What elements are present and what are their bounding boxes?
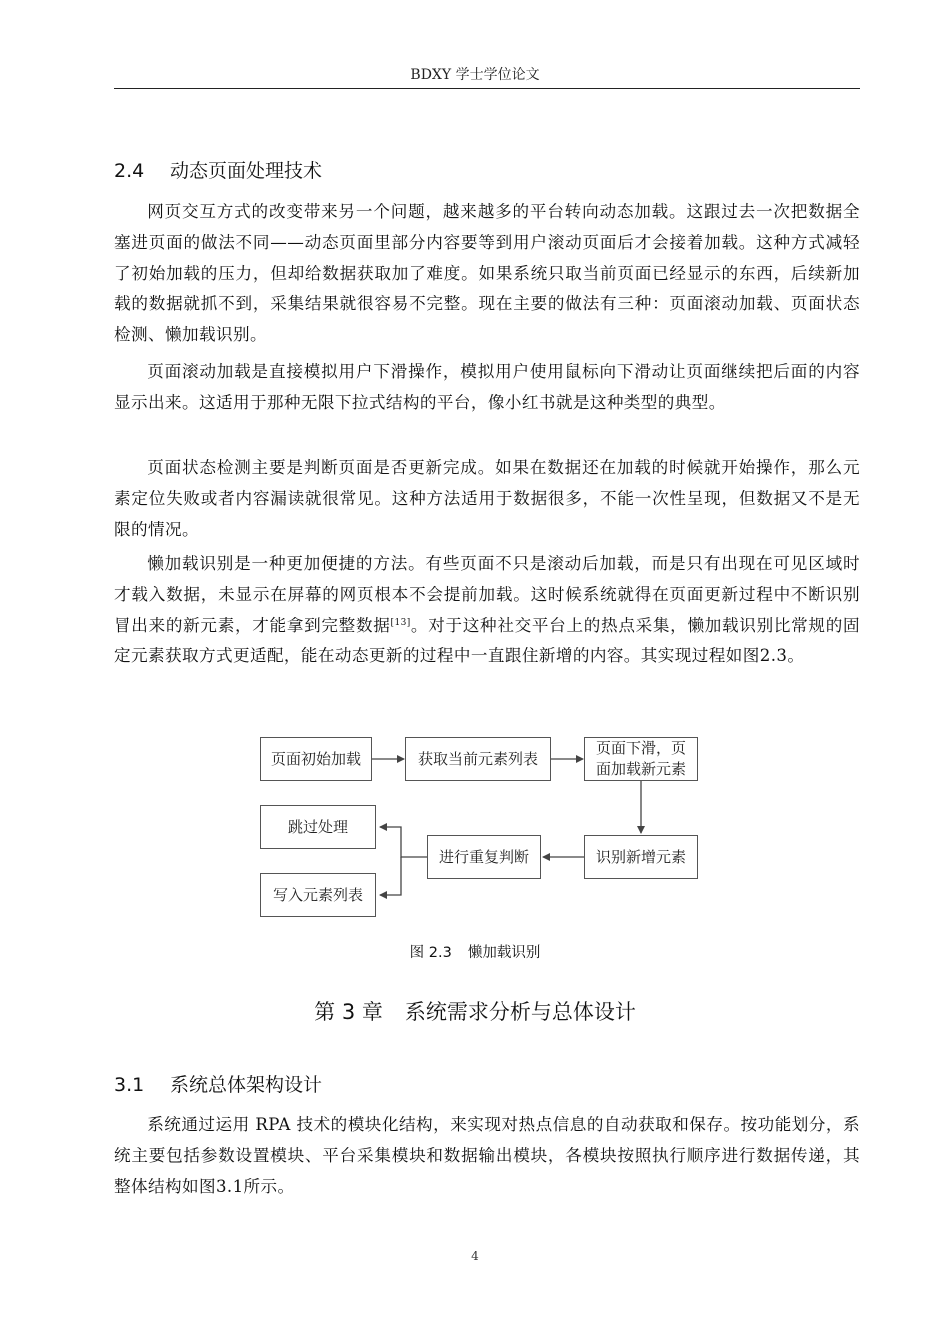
flow-node-get-elements: 获取当前元素列表: [405, 737, 551, 781]
flow-node-line: 面加载新元素: [595, 760, 686, 778]
citation-ref: [13]: [390, 617, 411, 628]
flow-node-line: 页面下滑，页: [595, 739, 686, 757]
paragraph-text: 懒加载识别是一种更加便捷的方法。有些页面不只是滚动后加载，而是只有出现在可见区域时才载入数据，未显示在屏幕的网页根本不会提前加载。这时候系统就得在页面更新过程中不断识别冒出来的新元素，才能拿到完整数据: [114, 554, 860, 635]
paragraph-state-detection: 页面状态检测主要是判断页面是否更新完成。如果在数据还在加载的时候就开始操作，那么元素定位失败或者内容漏读就很常见。这种方法适用于数据很多，不能一次性呈现，但数据又不是无限的情况。: [114, 458, 860, 539]
paragraph-text: 。对于这种社交平台上的热点采集，懒加载识别比常规的固定元素获取方式更适配，能在动态更新的过程中一直跟住新增的内容。其实现过程如图2.3。: [114, 615, 860, 666]
flow-node-scroll-load: [584, 737, 698, 781]
paragraph-architecture: 系统通过运用 RPA 技术的模块化结构，来实现对热点信息的自动获取和保存。按功能划分，系统主要包括参数设置模块、平台采集模块和数据输出模块，各模块按照执行顺序进行数据传递，其整体结构如图3.1所示。: [114, 1115, 860, 1196]
flow-node-initial-load: 页面初始加载: [260, 737, 372, 781]
arrow-check-to-write: [380, 857, 401, 895]
section-title: 动态页面处理技术: [170, 160, 323, 182]
flow-node-duplicate-check: 进行重复判断: [427, 835, 541, 879]
chapter-label: 第 3 章: [314, 1000, 383, 1024]
flow-node-identify-new: 识别新增元素: [584, 835, 698, 879]
paragraph-dynamic-intro: 网页交互方式的改变带来另一个问题，越来越多的平台转向动态加载。这跟过去一次把数据全塞进页面的做法不同——动态页面里部分内容要等到用户滚动页面后才会接着加载。这种方式减轻了初始加载的压力，但却给数据获取加了难度。如果系统只取当前页面已经显示的东西，后续新加载的数据就抓不到，采集结果就很容易不完整。现在主要的做法有三种：页面滚动加载、页面状态检测、懒加载识别。: [114, 202, 860, 345]
figure-title: 懒加载识别: [467, 945, 541, 961]
section-title: 系统总体架构设计: [170, 1074, 323, 1096]
chapter-heading: [0, 996, 950, 1026]
page-number: 4: [471, 1249, 479, 1263]
flow-node-skip: 跳过处理: [260, 805, 376, 849]
paragraph-scroll-loading: 页面滚动加载是直接模拟用户下滑操作，模拟用户使用鼠标向下滑动让页面继续把后面的内容显示出来。这适用于那种无限下拉式结构的平台，像小红书就是这种类型的典型。: [114, 362, 860, 412]
section-number: 3.1: [114, 1074, 145, 1096]
flow-node-write: 写入元素列表: [260, 873, 376, 917]
section-heading-3-1: [114, 1070, 322, 1097]
page-header: BDXY 学士学位论文: [410, 67, 540, 83]
arrow-check-to-skip: [380, 827, 427, 857]
figure-label: 图 2.3: [409, 945, 452, 961]
figure-caption: [0, 941, 950, 962]
section-number: 2.4: [114, 160, 145, 182]
chapter-title: 系统需求分析与总体设计: [404, 1000, 636, 1024]
